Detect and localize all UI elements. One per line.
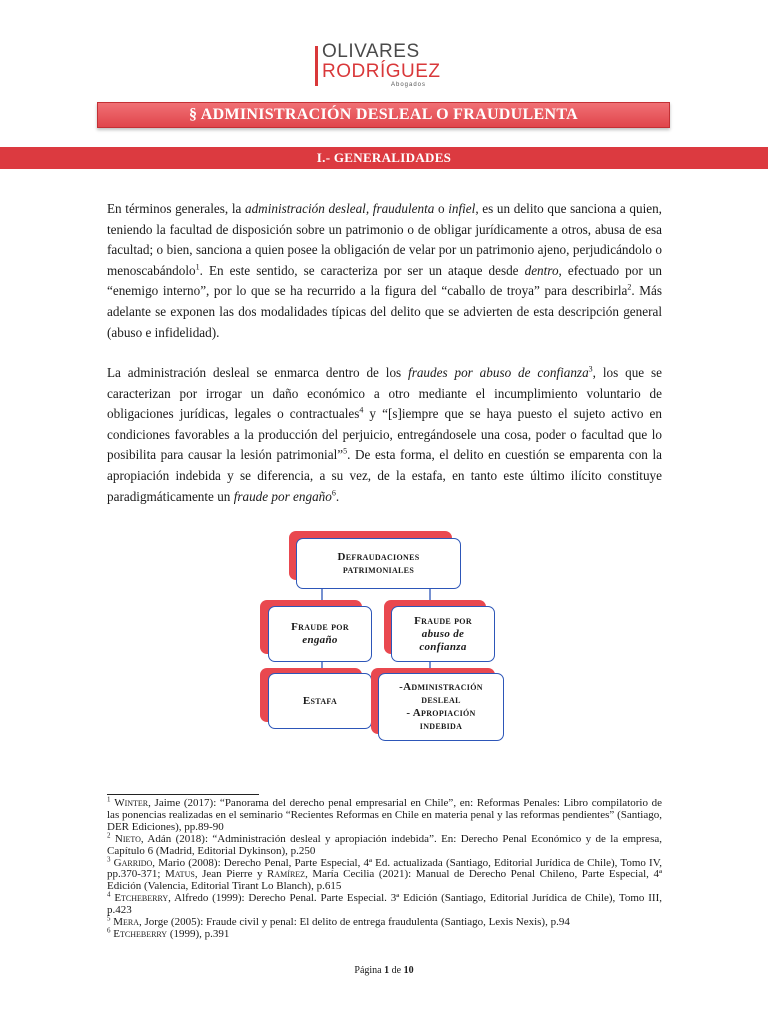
logo-tagline: Abogados — [391, 82, 427, 88]
text: , efectuado por un “enemigo interno”, por lo que se ha recurrido a la figura del “caballo de troya” para describirla — [107, 262, 662, 299]
node-label: desleal — [421, 694, 461, 706]
diagram-node-estafa — [268, 673, 372, 729]
footnote-text: (1999), p.391 — [167, 927, 230, 940]
node-label: Defraudaciones — [337, 550, 420, 563]
footnote-ref[interactable]: 5 — [343, 446, 348, 456]
text: La administración desleal se enmarca dentro de los — [107, 365, 409, 380]
document-title: § ADMINISTRACIÓN DESLEAL O FRAUDULENTA — [97, 102, 670, 128]
text: . Más adelante se exponen las dos modalidades típicas del delito que se advierten de esta descripción general (abuso e infidelidad). — [107, 283, 662, 340]
italic-term: dentro — [524, 262, 559, 278]
node-label: patrimoniales — [342, 563, 415, 576]
footnote-number: 5 — [107, 914, 111, 923]
page-total: 10 — [403, 965, 414, 976]
node-label: - Apropiación — [406, 707, 476, 719]
footnote-3 — [107, 854, 662, 894]
footnote-author: Nieto — [114, 832, 141, 845]
page-label: Página — [354, 965, 382, 976]
diagram-node-fraude-abuso — [391, 606, 495, 662]
footnote-ref[interactable]: 2 — [627, 282, 632, 292]
footnote-number: 4 — [107, 890, 111, 899]
footnote-number: 3 — [107, 854, 111, 863]
footnote-author: Etcheberry — [114, 892, 169, 905]
italic-term: administración desleal, fraudulenta — [244, 201, 435, 216]
footnotes — [107, 795, 663, 941]
footnote-text: , Jaime (2017): “Panorama del derecho penal empresarial en Chile”, en: Reformas Penales: Libro compilatorio de las ponencias realizadas en el seminario “Recientes Reformas en Chile en materia penal y las reformas pendientes” (Santiago, DER Ediciones), pp.89-90 — [107, 797, 662, 833]
italic-term: infiel — [448, 201, 476, 216]
footnote-author: Garrido — [113, 856, 153, 869]
logo-line-2: RODRÍGUEZ — [322, 61, 441, 82]
footnote-author: Winter — [114, 797, 149, 809]
footnote-author: Ramírez — [267, 868, 306, 881]
text: , es un delito que sanciona a quien, teniendo la facultad de disposición sobre un patrimonio o de obligar jurídicamente a otros, abusa de esa facultad; o bien, sanciona a quien posee la obligación de velar por un patrimonio ajeno, perjudicándolo o menoscabándolo — [107, 201, 662, 278]
footnote-6 — [107, 926, 662, 941]
node-label: indebida — [419, 720, 463, 732]
footnote-text: , Jean Pierre y — [194, 868, 268, 881]
page-number — [0, 965, 768, 976]
footnote-ref[interactable]: 3 — [588, 364, 593, 374]
footnote-text: , Adán (2018): “Administración desleal y apropiación indebida”. En: Derecho Penal Económico y de la empresa, Capítulo 6 (Madrid, Editorial Dykinson), p.250 — [107, 832, 663, 857]
footnote-2 — [107, 831, 663, 858]
diagram-node-fraude-engano — [268, 606, 372, 662]
footnote-4 — [107, 890, 662, 917]
footnote-number: 1 — [107, 795, 111, 804]
footnote-author: Matus — [165, 868, 195, 881]
footnote-ref[interactable]: 6 — [331, 488, 336, 498]
italic-term: fraude por engaño — [233, 488, 332, 504]
footnote-1 — [107, 795, 662, 834]
text: . — [335, 488, 340, 504]
logo-line-1: OLIVARES — [322, 41, 420, 62]
node-label: engaño — [302, 634, 338, 646]
footnote-ref[interactable]: 1 — [195, 262, 200, 272]
footnote-number: 6 — [107, 926, 111, 935]
diagram-node-root — [296, 538, 461, 589]
footnote-text: , María Cecilia (2021): Manual de Derecho Penal Chileno, Parte Especial, 4ª Edición (Valencia, Editorial Tirant Lo Blanch), p.615 — [107, 868, 662, 893]
node-label: confianza — [419, 640, 467, 653]
page-current: 1 — [384, 965, 390, 976]
diagram-node-administracion — [378, 673, 504, 741]
text: y “[s]iempre que se haya puesto el sujeto activo en condiciones favorables a la producción del perjuicio, entregándosele una cosa, poder o facultad que lo posibilita para causar la lesión patrimonial” — [107, 406, 662, 463]
text: , los que se caracterizan por irrogar un daño económico a otro mediante el incumplimiento voluntario de obligaciones jurídicas, legales o contractuales — [107, 365, 663, 422]
node-label: abuso de — [421, 627, 465, 640]
footnote-author: Etcheberry — [113, 927, 168, 940]
node-label: -Administración — [399, 681, 483, 693]
text: . De esta forma, el delito en cuestión se emparenta con la apropiación indebida y se diferencia, a su vez, de la estafa, en tanto este último ilícito constituye paradigmáticamente un — [107, 447, 662, 504]
footnote-text: , Alfredo (1999): Derecho Penal. Parte Especial. 3ª Edición (Santiago, Editorial Jurídica de Chile), Tomo III, p.423 — [107, 892, 662, 917]
node-label: Fraude por — [291, 621, 349, 633]
node-label: Estafa — [302, 694, 338, 707]
footnote-author: Mera — [113, 916, 140, 929]
italic-term: fraudes por abuso de confianza — [408, 365, 589, 380]
text: o — [434, 201, 449, 216]
section-heading: I.- GENERALIDADES — [0, 147, 768, 169]
footnote-ref[interactable]: 4 — [359, 405, 364, 415]
text: . En este sentido, se caracteriza por ser un ataque desde — [199, 262, 525, 278]
footnote-number: 2 — [107, 831, 111, 840]
footnote-text: , Mario (2008): Derecho Penal, Parte Especial, 4ª Ed. actualizada (Santiago, Editorial Jurídica de Chile), Tomo IV, pp.370-371; — [107, 856, 662, 881]
text: En términos generales, la — [107, 201, 245, 216]
footnote-text: , Jorge (2005): Fraude civil y penal: El delito de entrega fraudulenta (Santiago, Lexis Nexis), p.94 — [139, 916, 570, 929]
page-sep: de — [391, 965, 402, 976]
node-label: Fraude por — [414, 614, 472, 627]
footnote-separator — [107, 794, 259, 795]
